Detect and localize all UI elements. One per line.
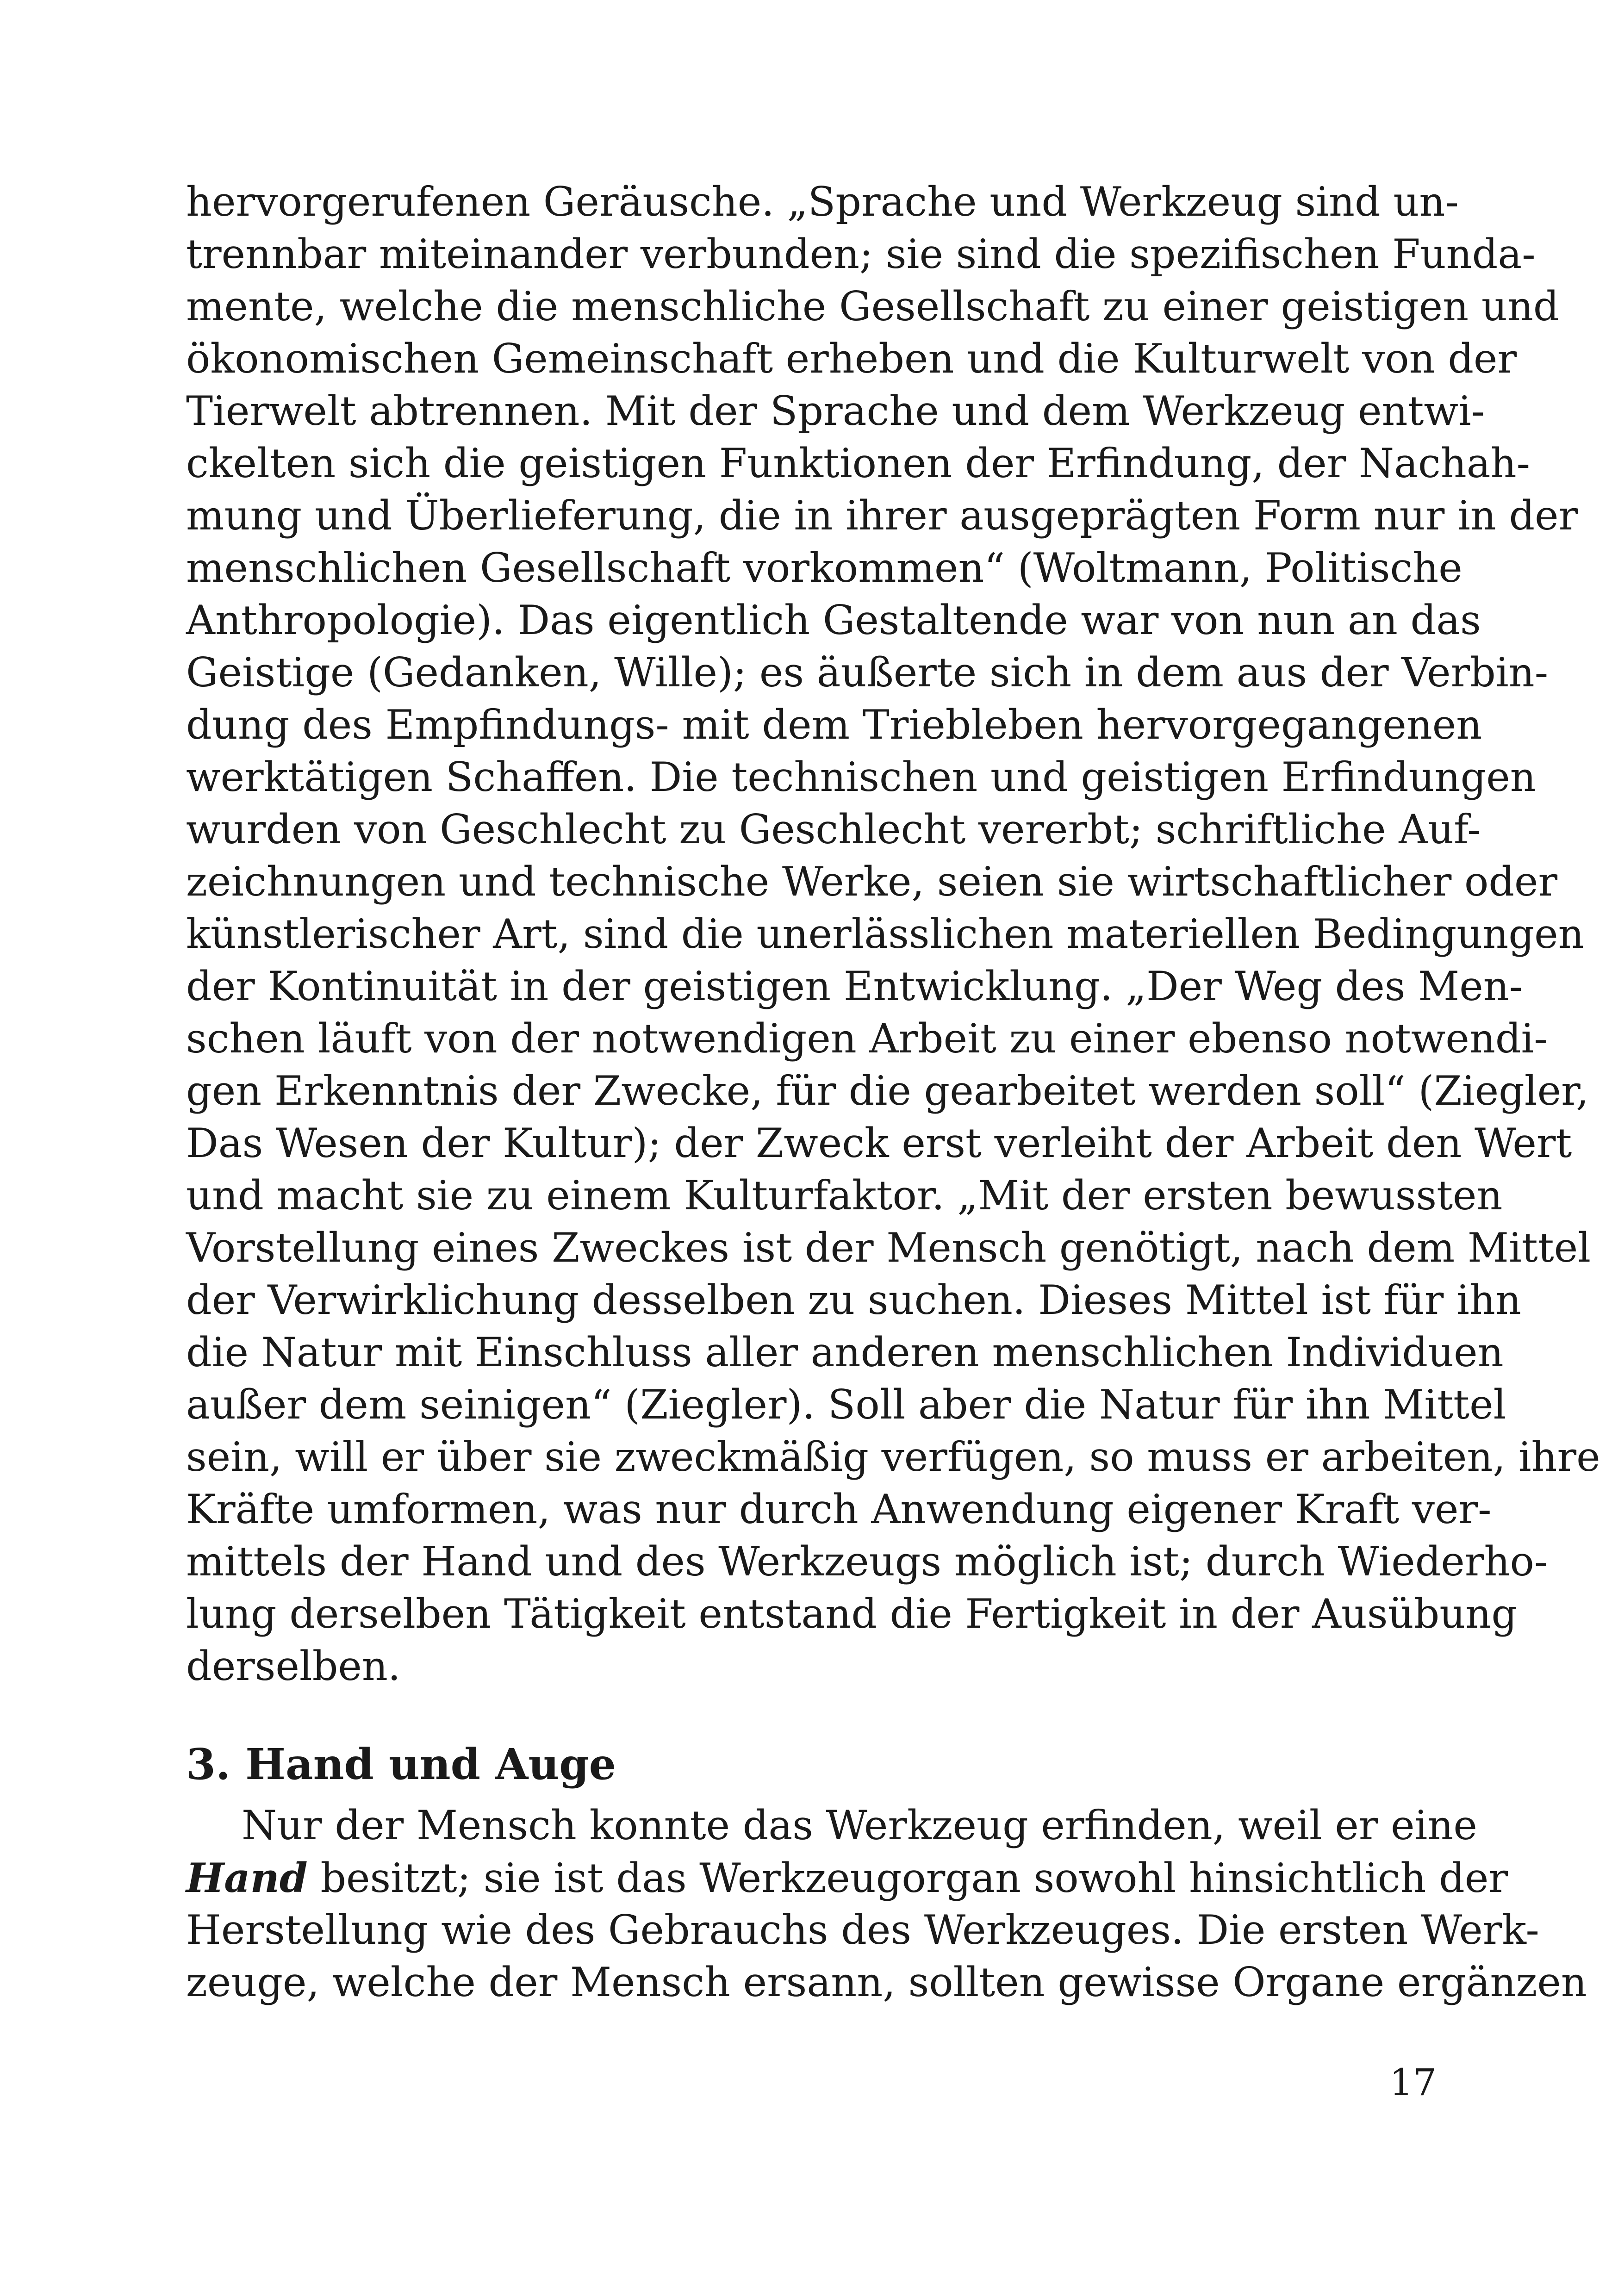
- text-line: der Kontinuität in der geistigen Entwicklung. „Der Weg des Men-: [186, 963, 1523, 1010]
- text-line: Kräfte umformen, was nur durch Anwendung eigener Kraft ver-: [186, 1486, 1492, 1533]
- text-line: außer dem seinigen“ (Ziegler). Soll aber die Natur für ihn Mittel: [186, 1381, 1506, 1428]
- text-line: gen Erkenntnis der Zwecke, für die gearbeitet werden soll“ (Ziegler,: [186, 1067, 1589, 1114]
- text-line: Das Wesen der Kultur); der Zweck erst verleiht der Arbeit den Wert: [186, 1120, 1572, 1167]
- text-line: zeichnungen und technische Werke, seien sie wirtschaftlicher oder: [186, 858, 1558, 905]
- text-line: Vorstellung eines Zweckes ist der Mensch genötigt, nach dem Mittel: [186, 1224, 1591, 1271]
- text-line: und macht sie zu einem Kulturfaktor. „Mit der ersten bewussten: [186, 1172, 1503, 1219]
- text-line: Anthropologie). Das eigentlich Gestaltende war von nun an das: [186, 597, 1481, 644]
- section-heading: 3. Hand und Auge: [186, 1739, 616, 1789]
- text-line: der Verwirklichung desselben zu suchen. Dieses Mittel ist für ihn: [186, 1276, 1521, 1324]
- page-number: 17: [1389, 2061, 1437, 2104]
- text-line: Geistige (Gedanken, Wille); es äußerte sich in dem aus der Verbin-: [186, 649, 1549, 696]
- text-line: Tierwelt abtrennen. Mit der Sprache und dem Werkzeug entwi-: [186, 387, 1485, 435]
- text-line: ckelten sich die geistigen Funktionen der Erfindung, der Nachah-: [186, 440, 1531, 487]
- text-line: wurden von Geschlecht zu Geschlecht vererbt; schriftliche Auf-: [186, 806, 1481, 853]
- paragraph-continued: [186, 176, 1600, 1692]
- text-line: schen läuft von der notwendigen Arbeit zu einer ebenso notwendi-: [186, 1015, 1548, 1062]
- text-line: sein, will er über sie zweckmäßig verfügen, so muss er arbeiten, ihre: [186, 1433, 1600, 1481]
- text-line: lung derselben Tätigkeit entstand die Fertigkeit in der Ausübung: [186, 1590, 1518, 1637]
- text-line-rest: besitzt; sie ist das Werkzeugorgan sowohl hinsichtlich der: [307, 1854, 1508, 1902]
- text-line: Herstellung wie des Gebrauchs des Werkzeuges. Die ersten Werk-: [186, 1906, 1539, 1954]
- text-line: trennbar miteinander verbunden; sie sind die spezifischen Funda-: [186, 230, 1536, 278]
- section-paragraph: [186, 1799, 1587, 2009]
- page-text: [186, 176, 1600, 2009]
- text-line: hervorgerufenen Geräusche. „Sprache und Werkzeug sind un-: [186, 178, 1459, 225]
- text-line: künstlerischer Art, sind die unerlässlichen materiellen Bedingungen: [186, 910, 1584, 958]
- text-line: mittels der Hand und des Werkzeugs möglich ist; durch Wiederho-: [186, 1538, 1548, 1585]
- text-line: dung des Empfindungs- mit dem Triebleben hervorgegangenen: [186, 701, 1482, 748]
- text-line: die Natur mit Einschluss aller anderen menschlichen Individuen: [186, 1329, 1504, 1376]
- text-line: werktätigen Schaffen. Die technischen und geistigen Erfindungen: [186, 753, 1536, 801]
- text-line: menschlichen Gesellschaft vorkommen“ (Woltmann, Politische: [186, 544, 1462, 591]
- text-line: derselben.: [186, 1643, 401, 1690]
- text-line: ökonomischen Gemeinschaft erheben und die Kulturwelt von der: [186, 335, 1517, 382]
- text-line: mente, welche die menschliche Gesellschaft zu einer geistigen und: [186, 283, 1559, 330]
- text-line: zeuge, welche der Mensch ersann, sollten gewisse Organe ergänzen: [186, 1959, 1587, 2006]
- text-line: mung und Überlieferung, die in ihrer ausgeprägten Form nur in der: [186, 492, 1578, 539]
- text-line: [186, 1852, 1508, 1904]
- emphasized-word: Hand: [186, 1854, 308, 1902]
- text-line: Nur der Mensch konnte das Werkzeug erfinden, weil er eine: [242, 1802, 1477, 1849]
